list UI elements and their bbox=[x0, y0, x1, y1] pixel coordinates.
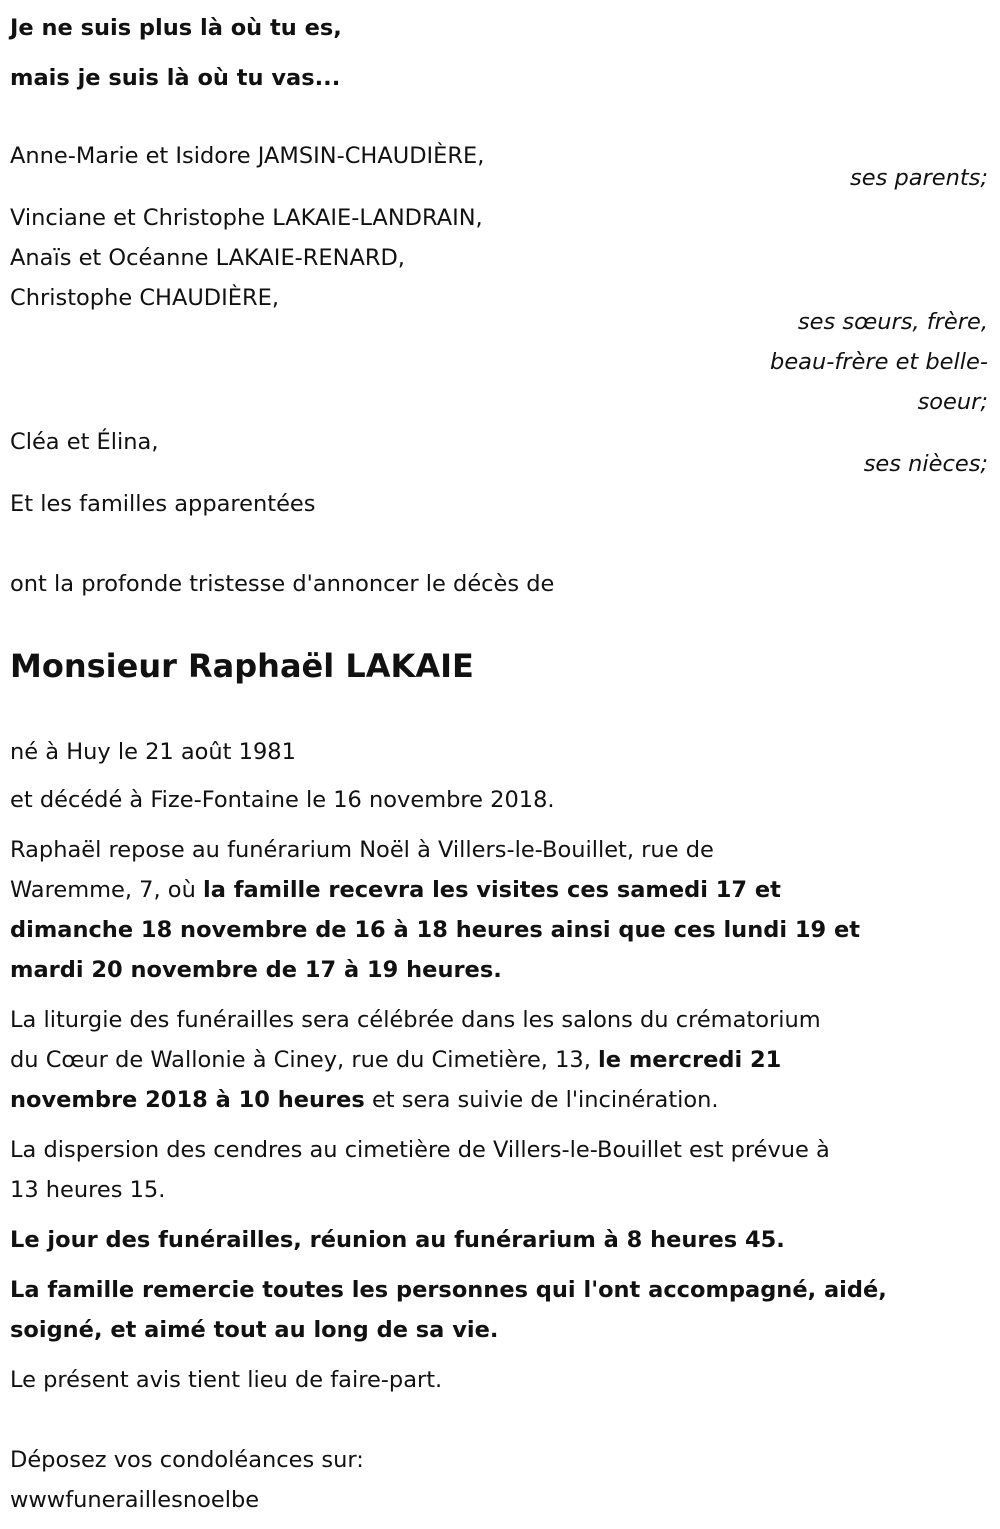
dispersion-line: 13 heures 15. bbox=[10, 1177, 166, 1203]
visits-line: Raphaël repose au funérarium Noël à Villers-le-Bouillet, rue de bbox=[10, 837, 714, 863]
dispersion-line: La dispersion des cendres au cimetière de Villers-le-Bouillet est prévue à bbox=[10, 1137, 830, 1163]
epigraph-line-1: Je ne suis plus là où tu es, bbox=[10, 15, 342, 41]
deceased-name: Monsieur Raphaël LAKAIE bbox=[10, 647, 474, 685]
announcement: ont la profonde tristesse d'annoncer le décès de bbox=[10, 571, 555, 597]
nieces-role: ses nièces; bbox=[863, 451, 988, 477]
meeting-info: Le jour des funérailles, réunion au funérarium à 8 heures 45. bbox=[10, 1227, 785, 1253]
condolences-link[interactable]: wwwfuneraillesnoelbe bbox=[10, 1487, 260, 1513]
notice: Le présent avis tient lieu de faire-part. bbox=[10, 1367, 443, 1393]
parents-names: Anne-Marie et Isidore JAMSIN-CHAUDIÈRE, bbox=[10, 143, 485, 169]
sibling-name: Christophe CHAUDIÈRE, bbox=[10, 285, 279, 311]
sibling-name: Anaïs et Océanne LAKAIE-RENARD, bbox=[10, 245, 405, 271]
visits-line: mardi 20 novembre de 17 à 19 heures. bbox=[10, 957, 502, 983]
parents-role: ses parents; bbox=[850, 165, 988, 191]
thanks-line: La famille remercie toutes les personnes qui l'ont accompagné, aidé, bbox=[10, 1277, 887, 1303]
thanks-line: soigné, et aimé tout au long de sa vie. bbox=[10, 1317, 499, 1343]
siblings-role: ses sœurs, frère, bbox=[797, 309, 988, 335]
condolences-label: Déposez vos condoléances sur: bbox=[10, 1447, 364, 1473]
sibling-name: Vinciane et Christophe LAKAIE-LANDRAIN, bbox=[10, 205, 483, 231]
liturgy-line: du Cœur de Wallonie à Ciney, rue du Cimetière, 13, le mercredi 21 bbox=[10, 1047, 782, 1073]
visits-line: Waremme, 7, où la famille recevra les visites ces samedi 17 et bbox=[10, 877, 781, 903]
siblings-role: beau-frère et belle- bbox=[770, 349, 988, 375]
siblings-role: soeur; bbox=[917, 389, 988, 415]
death-info: et décédé à Fize-Fontaine le 16 novembre 2018. bbox=[10, 787, 555, 813]
birth-info: né à Huy le 21 août 1981 bbox=[10, 739, 296, 765]
visits-line: dimanche 18 novembre de 16 à 18 heures ainsi que ces lundi 19 et bbox=[10, 917, 861, 943]
epigraph-line-2: mais je suis là où tu vas... bbox=[10, 65, 341, 91]
liturgy-line: novembre 2018 à 10 heures et sera suivie de l'incinération. bbox=[10, 1087, 719, 1113]
other-families: Et les familles apparentées bbox=[10, 491, 316, 517]
nieces-names: Cléa et Élina, bbox=[10, 429, 159, 455]
liturgy-line: La liturgie des funérailles sera célébrée dans les salons du crématorium bbox=[10, 1007, 821, 1033]
